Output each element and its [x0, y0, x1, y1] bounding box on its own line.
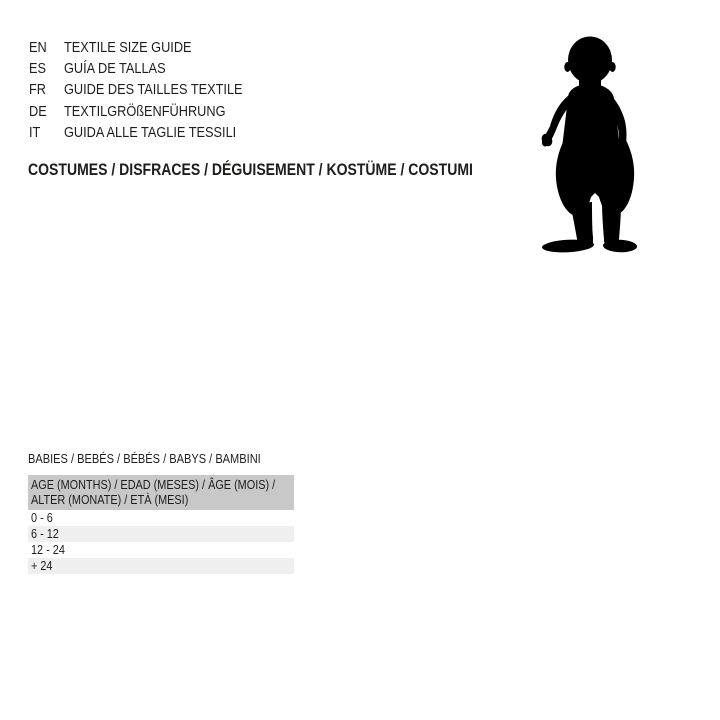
language-code: FR — [29, 81, 46, 99]
language-row — [29, 122, 274, 143]
table-row — [28, 542, 294, 558]
language-label: GUIDE DES TAILLES TEXTILE — [64, 81, 243, 99]
toddler-silhouette-icon — [540, 36, 638, 256]
category-title-text: COSTUMES / DISFRACES / DÉGUISEMENT / KOSTÜME / COSTUMI — [28, 161, 473, 179]
language-label: TEXTILGRÖßENFÜHRUNG — [64, 102, 226, 120]
table-row — [28, 558, 294, 574]
language-row — [29, 101, 274, 122]
language-code: IT — [29, 123, 41, 141]
size-section-title-text: BABIES / BEBÉS / BÉBÉS / BABYS / BAMBINI — [28, 451, 261, 466]
table-row — [28, 510, 294, 526]
language-code: EN — [29, 39, 47, 56]
table-header — [28, 475, 294, 510]
table-row — [28, 526, 294, 542]
language-label: TEXTILE SIZE GUIDE — [64, 39, 192, 56]
language-row — [29, 79, 274, 100]
language-list — [29, 37, 274, 143]
language-row — [29, 37, 274, 58]
size-section-title — [28, 452, 302, 466]
language-code: DE — [29, 102, 47, 120]
age-range-value: 6 - 12 — [31, 526, 59, 541]
language-label: GUIDA ALLE TAGLIE TESSILI — [64, 123, 237, 141]
language-code: ES — [29, 60, 47, 78]
table-header-line — [31, 492, 290, 507]
category-title — [28, 161, 551, 179]
age-range-value: 12 - 24 — [31, 542, 65, 557]
age-range-value: + 24 — [31, 558, 53, 573]
table-header-text: AGE (MONTHS) / EDAD (MESES) / ÂGE (MOIS) / — [31, 477, 276, 492]
age-size-table — [28, 475, 294, 574]
table-header-text: ALTER (MONATE) / ETÀ (MESI) — [31, 492, 189, 507]
age-range-value: 0 - 6 — [31, 510, 53, 525]
table-header-line — [31, 477, 290, 492]
language-row — [29, 58, 274, 79]
language-label: GUÍA DE TALLAS — [64, 60, 166, 78]
